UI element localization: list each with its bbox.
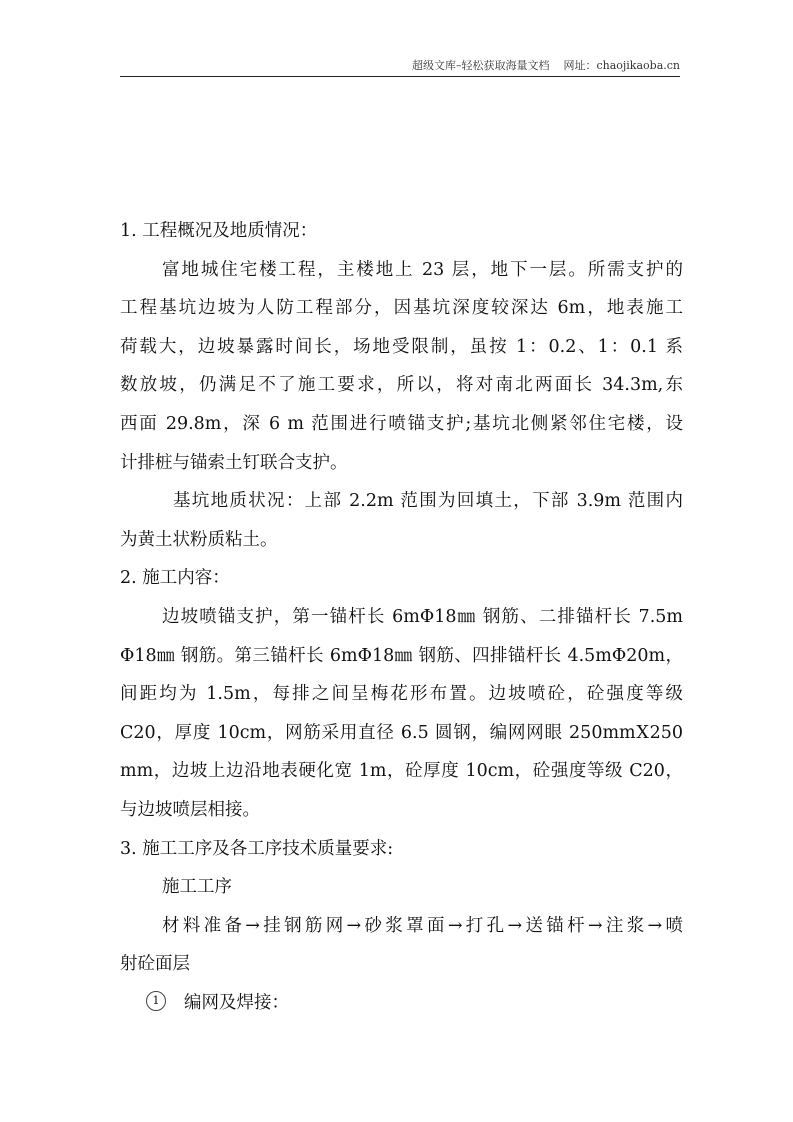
section-2-heading: 2. 施工内容： [120, 568, 230, 589]
paragraph-line: 边坡喷锚支护，第一锚杆长 6mΦ18㎜ 钢筋、二排锚杆长 7.5m [162, 606, 683, 627]
subsection-heading: 施工工序 [162, 877, 232, 898]
paragraph-line: 基坑地质状况：上部 2.2m 范围为回填土，下部 3.9m 范围内 [173, 491, 683, 512]
paragraph-line: 材料准备→挂钢筋网→砂浆罩面→打孔→送锚杆→注浆→喷 [162, 915, 683, 936]
document-body [120, 212, 683, 1022]
section-1-heading: 1. 工程概况及地质情况： [120, 221, 318, 241]
item-number-badge: 1 [146, 991, 166, 1011]
paragraph-line: 荷载大，边坡暴露时间长，场地受限制，虽按 1：0.2、1：0.1 系 [120, 336, 683, 357]
paragraph-line: 西面 29.8m，深 6 m 范围进行喷锚支护;基坑北侧紧邻住宅楼，设 [120, 413, 683, 434]
header-divider [120, 76, 680, 77]
header-site-name: 超级文库–轻松获取海量文档 [411, 59, 550, 72]
paragraph-line: mm，边坡上边沿地表硬化宽 1m，砼厚度 10cm，砼强度等级 C20， [120, 761, 683, 782]
paragraph-line: C20，厚度 10cm，网筋采用直径 6.5 圆钢，编网网眼 250mmⅩ250 [120, 722, 683, 743]
paragraph-line: 计排桩与锚索土钉联合支护。 [120, 452, 348, 473]
paragraph-line: 工程基坑边坡为人防工程部分，因基坑深度较深达 6m，地表施工 [120, 298, 683, 319]
paragraph-line: 与边坡喷层相接。 [120, 799, 260, 820]
paragraph-line: 富地城住宅楼工程，主楼地上 23 层，地下一层。所需支护的 [162, 259, 683, 280]
paragraph-line: 射砼面层 [120, 954, 190, 975]
numbered-item [120, 984, 683, 1023]
page-header [120, 58, 680, 74]
paragraph-line: 为黄土状粉质粘土。 [120, 529, 278, 550]
paragraph-line: 数放坡，仍满足不了施工要求，所以，将对南北两面长 34.3m,东 [120, 375, 683, 396]
item-label: 编网及焊接： [184, 992, 289, 1013]
section-3-heading: 3. 施工工序及各工序技术质量要求: [120, 838, 394, 859]
paragraph-line: Φ18㎜ 钢筋。第三锚杆长 6mΦ18㎜ 钢筋、四排锚杆长 4.5mΦ20m， [120, 645, 683, 666]
paragraph-line: 间距均为 1.5m，每排之间呈梅花形布置。边坡喷砼，砼强度等级 [120, 684, 683, 705]
header-url: 网址：chaojikaoba.cn [563, 59, 680, 72]
